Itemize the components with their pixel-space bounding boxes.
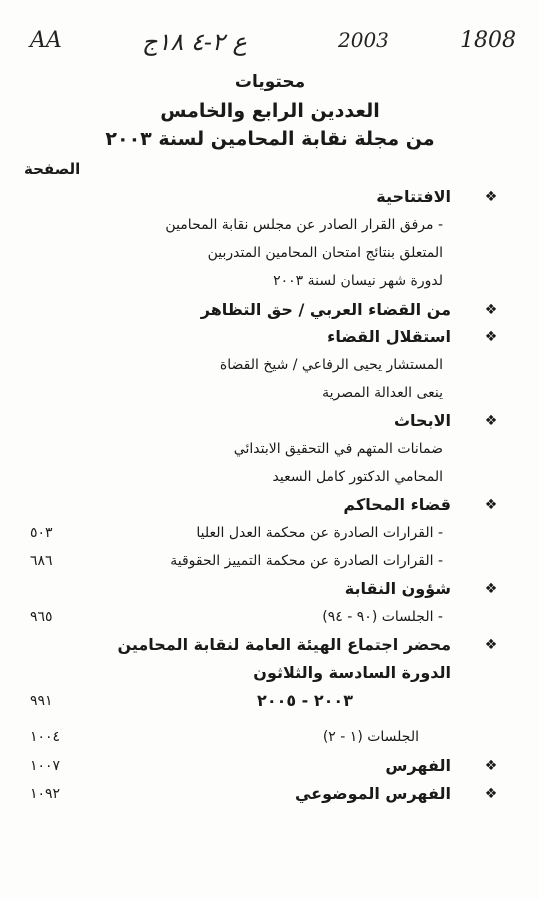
journal-title: من مجلة نقابة المحامين لسنة ٢٠٠٣ [105, 128, 435, 150]
toc-entry-text: ٢٠٠٣ - ٢٠٠٥ [257, 691, 353, 710]
toc-entry [0, 408, 539, 434]
toc-section-title: شؤون النقابة [344, 579, 451, 598]
page-number: ٥٠٣ [30, 525, 53, 541]
page-number: ١٠٠٧ [30, 758, 61, 774]
toc-section-title: الدورة السادسة والثلاثون [253, 663, 451, 682]
toc-entry-text: - الجلسات (٩٠ - ٩٤) [322, 609, 443, 625]
handwritten-year: 2003 [338, 28, 389, 52]
page-column-label: الصفحة [24, 160, 81, 178]
page-number: ٩٩١ [30, 693, 53, 709]
handwritten-note-left: AA [30, 28, 62, 53]
toc-entry-text: المستشار يحيى الرفاعي / شيخ القضاة [219, 357, 443, 373]
toc-entry [0, 297, 539, 323]
toc-entry [0, 753, 539, 779]
toc-entry [0, 268, 539, 294]
handwritten-number: 1808 [460, 28, 516, 53]
diamond-bullet-icon: ❖ [484, 581, 498, 597]
toc-section-title: من القضاء العربي / حق التظاهر [200, 300, 451, 319]
handwritten-note-middle: ع ٢-٤ ١٨ج [142, 28, 247, 56]
toc-entry-text: - القرارات الصادرة عن محكمة التمييز الحقوقية [170, 553, 443, 569]
page-number: ١٠٠٤ [30, 729, 61, 745]
toc-entry [0, 604, 539, 630]
toc-entry-text: لدورة شهر نيسان لسنة ٢٠٠٣ [273, 273, 443, 289]
toc-entry [0, 520, 539, 546]
toc-entry [0, 781, 539, 807]
toc-entry [0, 212, 539, 238]
toc-entry-text: ضمانات المتهم في التحقيق الابتدائي [233, 441, 443, 457]
diamond-bullet-icon: ❖ [484, 786, 498, 802]
toc-entry [0, 240, 539, 266]
page-number: ١٠٩٢ [30, 786, 61, 802]
toc-entry [0, 352, 539, 378]
diamond-bullet-icon: ❖ [484, 758, 498, 774]
toc-entry [0, 380, 539, 406]
toc-section-title: محضر اجتماع الهيئة العامة لنقابة المحامين [117, 635, 451, 654]
toc-entry-text: - مرفق القرار الصادر عن مجلس نقابة المحامين [165, 217, 443, 233]
toc-section-title: قضاء المحاكم [343, 495, 451, 514]
contents-heading: محتويات [234, 72, 306, 92]
toc-section-title: استقلال القضاء [327, 327, 451, 346]
diamond-bullet-icon: ❖ [484, 302, 498, 318]
toc-section-title: الفهرس [385, 756, 451, 775]
issues-title: العددين الرابع والخامس [160, 100, 380, 122]
toc-entry [0, 724, 539, 750]
diamond-bullet-icon: ❖ [484, 413, 498, 429]
toc-section-title: الابحاث [393, 411, 451, 430]
toc-entry-text: الجلسات (١ - ٢) [322, 729, 419, 745]
toc-entry-text: - القرارات الصادرة عن محكمة العدل العليا [196, 525, 443, 541]
toc-section-title: الافتتاحية [376, 187, 451, 206]
diamond-bullet-icon: ❖ [484, 329, 498, 345]
page-number: ٩٦٥ [30, 609, 53, 625]
toc-entry-text: المحامي الدكتور كامل السعيد [272, 469, 443, 485]
toc-entry [0, 184, 539, 210]
toc-entry-text: ينعى العدالة المصرية [322, 385, 443, 401]
toc-entry [0, 492, 539, 518]
page-number: ٦٨٦ [30, 553, 53, 569]
diamond-bullet-icon: ❖ [484, 497, 498, 513]
toc-entry [0, 660, 539, 686]
toc-entry [0, 688, 539, 714]
toc-entry [0, 464, 539, 490]
toc-section-title: الفهرس الموضوعي [294, 784, 451, 803]
diamond-bullet-icon: ❖ [484, 189, 498, 205]
toc-entry [0, 324, 539, 350]
toc-entry-text: المتعلق بنتائج امتحان المحامين المتدربين [207, 245, 443, 261]
diamond-bullet-icon: ❖ [484, 637, 498, 653]
toc-entry [0, 436, 539, 462]
toc-entry [0, 632, 539, 658]
toc-entry [0, 576, 539, 602]
toc-entry [0, 548, 539, 574]
